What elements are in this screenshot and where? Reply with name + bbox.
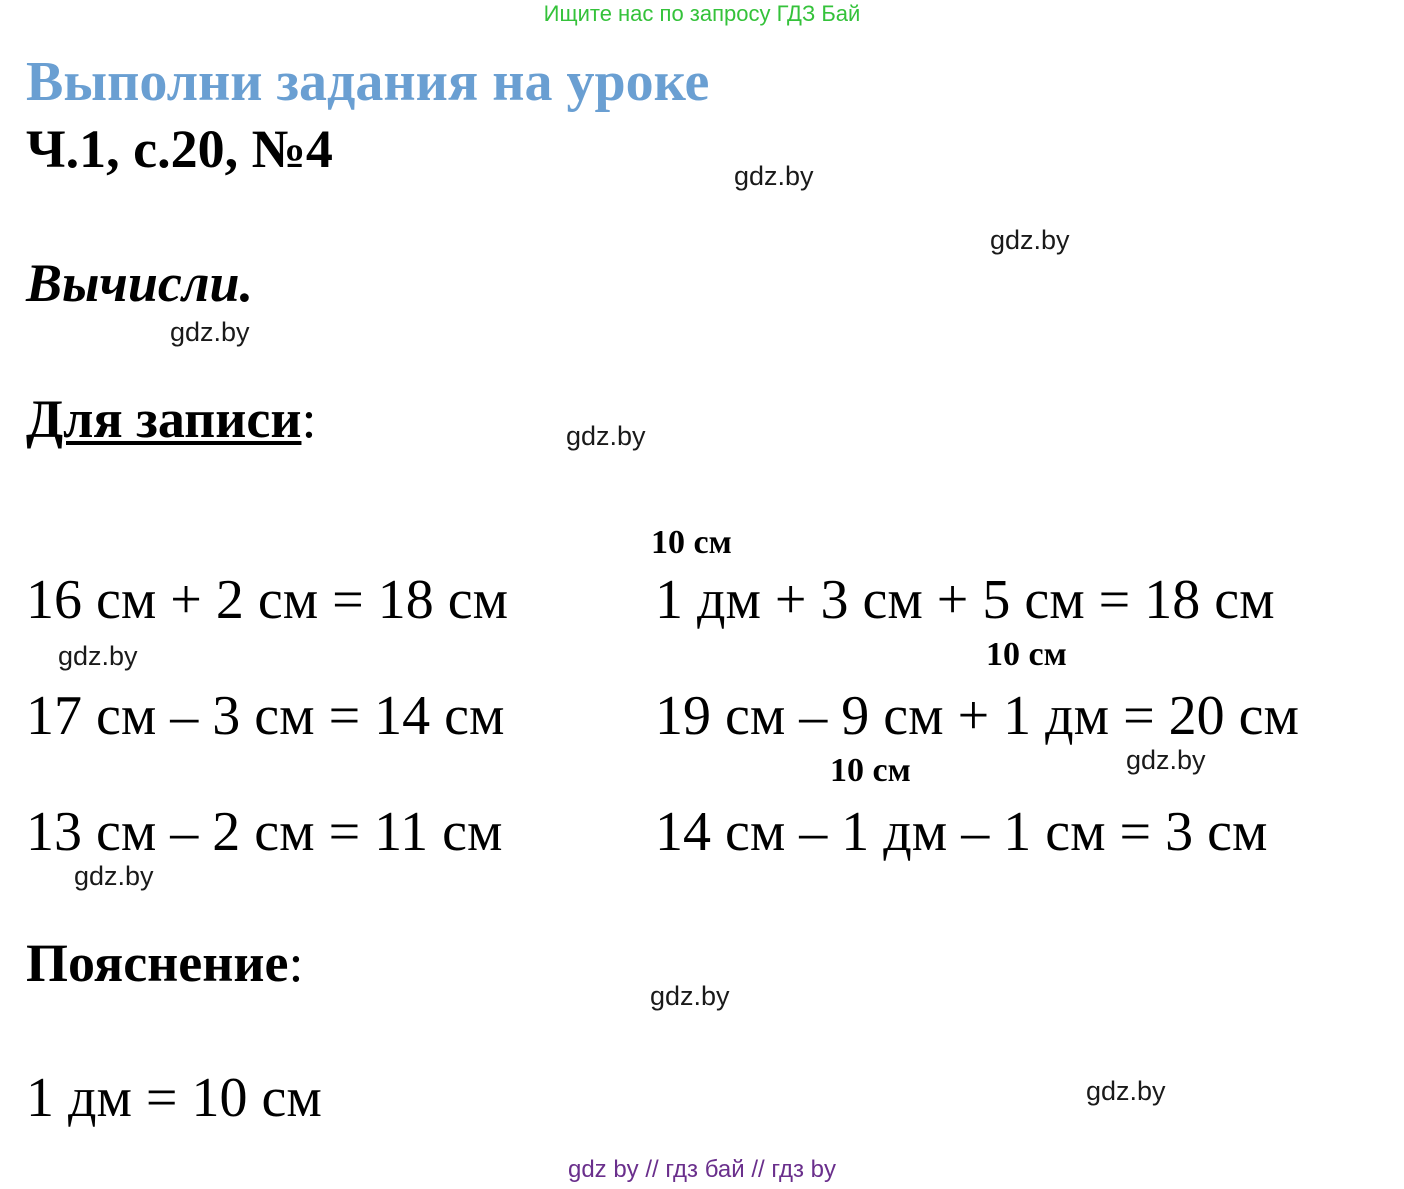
top-banner: Ищите нас по запросу ГДЗ Бай (543, 1, 861, 26)
equation-left-1: 16 см + 2 см = 18 см (26, 569, 509, 631)
explanation-text: 1 дм = 10 см (26, 1067, 322, 1129)
watermark: gdz.by (990, 225, 1070, 255)
lesson-heading: Выполни задания на уроке (26, 51, 710, 113)
equation-right-1: 1 дм + 3 см + 5 см = 18 см (655, 569, 1275, 631)
watermark: gdz.by (734, 161, 814, 191)
equation-left-2: 17 см – 3 см = 14 см (26, 685, 505, 747)
equation-right-2-note: 10 см (986, 636, 1067, 673)
watermark: gdz.by (74, 861, 154, 891)
task-reference: Ч.1, с.20, №4 (26, 119, 333, 179)
explanation-heading-label: Пояснение (26, 933, 289, 993)
watermark: gdz.by (1086, 1076, 1166, 1106)
watermark: gdz.by (566, 421, 646, 451)
equation-right-3: 14 см – 1 дм – 1 см = 3 см (655, 801, 1268, 863)
record-heading-colon: : (301, 389, 317, 449)
bottom-banner: gdz by // гдз бай // гдз by (567, 1156, 837, 1183)
equation-left-3: 13 см – 2 см = 11 см (26, 801, 503, 863)
explanation-heading-colon: : (288, 933, 304, 993)
watermark: gdz.by (650, 981, 730, 1011)
record-heading (26, 388, 316, 450)
watermark: gdz.by (170, 317, 250, 347)
equation-right-2: 19 см – 9 см + 1 дм = 20 см (655, 685, 1299, 747)
watermark: gdz.by (1126, 745, 1206, 775)
record-heading-label: Для записи (26, 389, 302, 449)
watermark: gdz.by (58, 641, 138, 671)
equation-right-1-note: 10 см (651, 524, 732, 561)
explanation-heading (26, 932, 303, 994)
equation-right-3-note: 10 см (830, 752, 911, 789)
task-instruction: Вычисли. (26, 253, 254, 313)
